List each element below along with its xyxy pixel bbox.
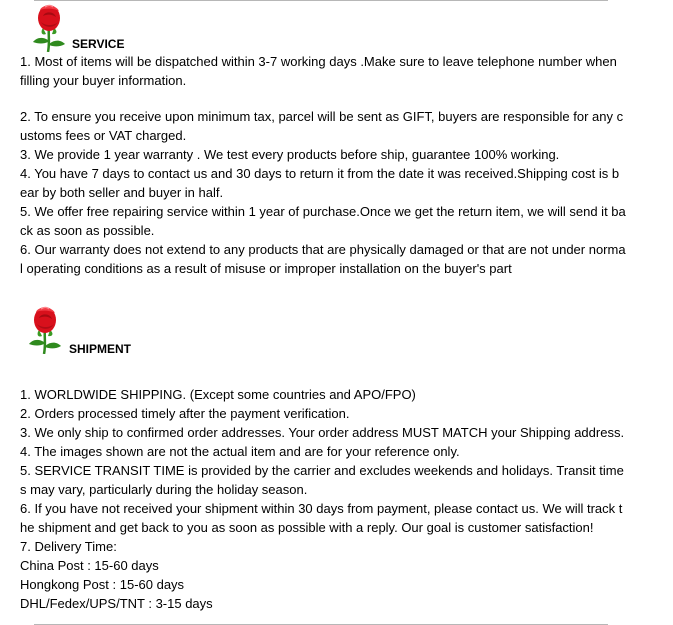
delivery-hongkong-post: Hongkong Post : 15-60 days (20, 577, 185, 592)
text-line: 3. We only ship to confirmed order addresses. Your order address MUST MATCH your Shipping address. (20, 425, 625, 440)
text-line: 6. If you have not received your shipment within 30 days from payment, please contact us. We will track t (20, 501, 623, 516)
rose-icon (32, 2, 68, 52)
text-line: filling your buyer information. (20, 73, 187, 88)
service-header (20, 0, 650, 50)
text-line: 3. We provide 1 year warranty . We test every products before ship, guarantee 100% working. (20, 147, 560, 162)
shipment-header (20, 302, 650, 356)
delivery-china-post: China Post : 15-60 days (20, 558, 159, 573)
blank-line (20, 90, 626, 107)
text-line: 5. SERVICE TRANSIT TIME is provided by the carrier and excludes weekends and holidays. Transit time (20, 463, 624, 478)
text-line: he shipment and get back to you as soon as possible with a reply. Our goal is customer satisfaction! (20, 520, 594, 535)
delivery-express: DHL/Fedex/UPS/TNT : 3-15 days (20, 596, 213, 611)
text-line: 1. Most of items will be dispatched within 3-7 working days .Make sure to leave telephone number when (20, 54, 617, 69)
text-line: 6. Our warranty does not extend to any products that are physically damaged or that are not under norma (20, 242, 626, 257)
service-section (20, 0, 650, 276)
text-line: l operating conditions as a result of misuse or improper installation on the buyer's part (20, 261, 512, 276)
text-line: 2. Orders processed timely after the payment verification. (20, 406, 350, 421)
shipment-heading: SHIPMENT (69, 342, 132, 356)
text-line: 7. Delivery Time: (20, 539, 117, 554)
text-line: 4. You have 7 days to contact us and 30 days to return it from the date it was received.Shipping cost is b (20, 166, 620, 181)
text-line: ear by both seller and buyer in half. (20, 185, 224, 200)
shipment-text (20, 385, 624, 613)
text-line: s may vary, particularly during the holiday season. (20, 482, 308, 497)
text-line: ustoms fees or VAT charged. (20, 128, 187, 143)
service-heading: SERVICE (72, 37, 125, 51)
rose-icon (28, 304, 64, 354)
text-line: 1. WORLDWIDE SHIPPING. (Except some countries and APO/FPO) (20, 387, 416, 402)
service-text (20, 52, 626, 278)
text-line: 2. To ensure you receive upon minimum tax, parcel will be sent as GIFT, buyers are responsible for any c (20, 109, 624, 124)
shipment-section (20, 302, 650, 611)
text-line: 4. The images shown are not the actual item and are for your reference only. (20, 444, 460, 459)
text-line: 5. We offer free repairing service within 1 year of purchase.Once we get the return item, we will send it ba (20, 204, 626, 219)
text-line: ck as soon as possible. (20, 223, 155, 238)
